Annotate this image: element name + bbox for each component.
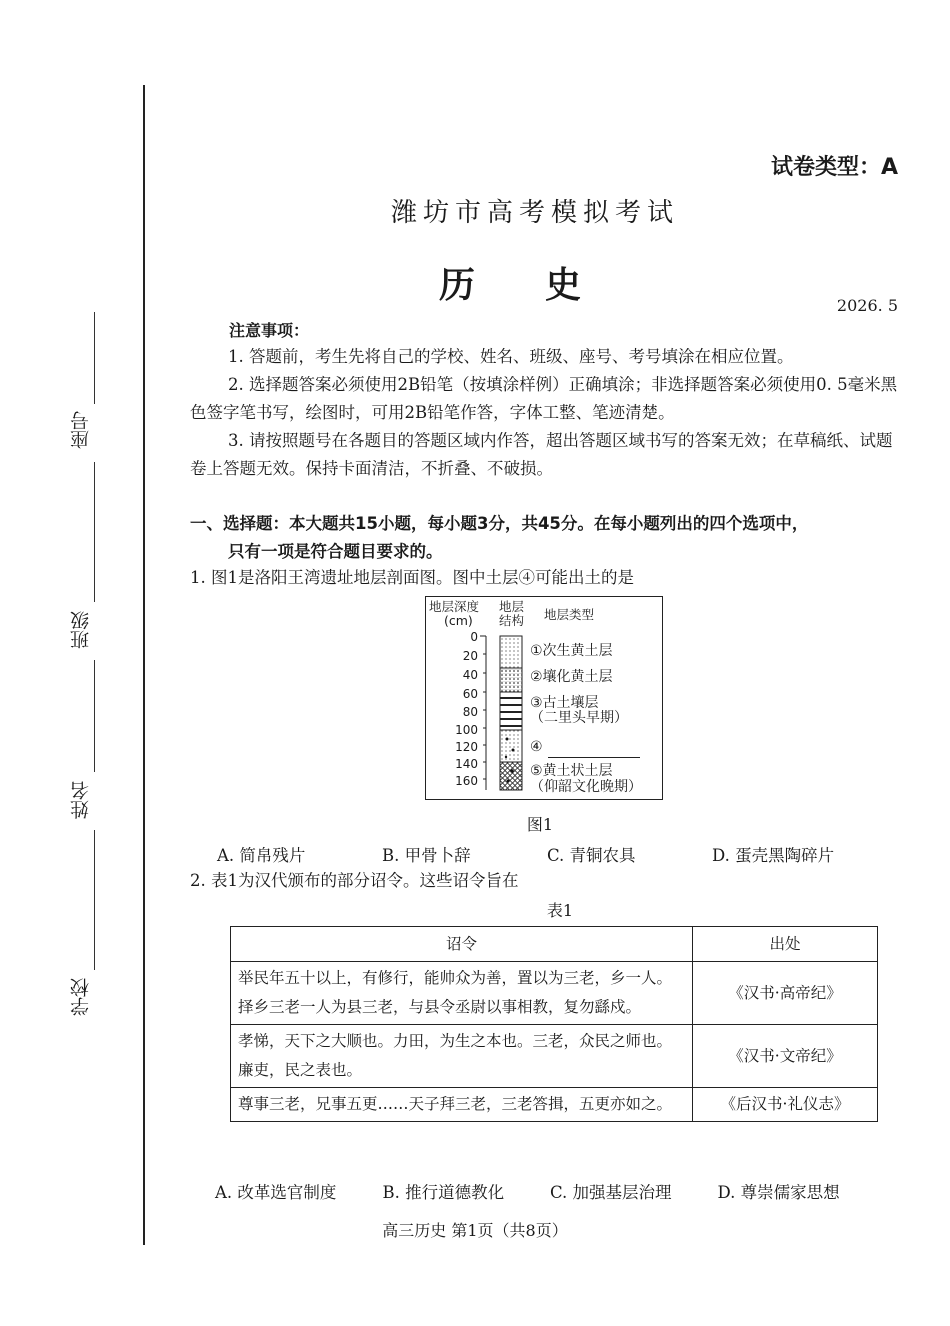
- q1-options: [217, 842, 877, 866]
- edict-source: 《汉书·高帝纪》: [693, 962, 878, 1025]
- table-row: [231, 962, 878, 1025]
- tick-label: 20: [462, 649, 478, 663]
- page-footer: 高三历史 第1页（共8页）: [382, 1221, 568, 1240]
- layer-1-label: ①次生黄土层: [530, 643, 613, 659]
- note-1: 1. 答题前，考生先将自己的学校、姓名、班级、座号、考号填涂在相应位置。: [228, 347, 794, 366]
- tick-label: 160: [455, 774, 478, 788]
- edict-text: 孝悌，天下之大顺也。力田，为生之本也。三老，众民之师也。廉吏，民之表也。: [231, 1025, 693, 1088]
- school-label: 学校: [70, 978, 92, 1016]
- tick-label: 60: [462, 687, 478, 701]
- notes-title: 注意事项：: [229, 321, 310, 340]
- header-source: 出处: [693, 927, 878, 962]
- section-heading-line1: 一、选择题：本大题共15小题，每小题3分，共45分。在每小题列出的四个选项中，: [190, 514, 809, 533]
- table-caption: 表1: [546, 901, 574, 920]
- fig-head-depth: 地层深度: [429, 599, 480, 614]
- layer-3-period: （二里头早期）: [530, 710, 628, 726]
- q2-stem: 2. 表1为汉代颁布的部分诏令。这些诏令旨在: [190, 871, 519, 890]
- school-blank: [94, 830, 95, 970]
- note-3: 3. 请按照题号在各题目的答题区域内作答，超出答题区域书写的答案无效；在草稿纸、试题卷上答题无效。保持卡面清洁，不折叠、不破损。: [190, 431, 893, 478]
- tick-label: 40: [462, 668, 478, 682]
- note-2: 2. 选择题答案必须使用2B铅笔（按填涂样例）正确填涂；非选择题答案必须使用0. 5毫米黑色签字笔书写，绘图时，可用2B铅笔作答，字体工整、笔迹清楚。: [190, 375, 898, 422]
- edict-source: 《后汉书·礼仪志》: [693, 1088, 878, 1122]
- q2-option-a: A. 改革选官制度: [215, 1183, 337, 1202]
- table-row: [231, 1025, 878, 1088]
- exam-title: 潍坊市高考模拟考试: [390, 198, 679, 228]
- layer-5-label: ⑤黄土状土层: [530, 763, 613, 779]
- edicts-table: [230, 926, 878, 1122]
- tick-label: 100: [455, 723, 478, 737]
- q2-option-d: D. 尊崇儒家思想: [717, 1183, 840, 1202]
- fig-head-struct-1: 地层: [499, 599, 525, 614]
- q1-option-b: B. 甲骨卜辞: [382, 846, 471, 865]
- class-blank: [94, 462, 95, 602]
- fig-head-struct-2: 结构: [499, 613, 525, 628]
- q1-option-c: C. 青铜农具: [547, 846, 636, 865]
- seat-label: 座号: [70, 411, 92, 449]
- stratigraphy-figure: [425, 596, 663, 800]
- tick-label: 80: [462, 705, 478, 719]
- section-heading-line2: 只有一项是符合题目要求的。: [228, 542, 443, 561]
- tick-label: 140: [455, 757, 478, 771]
- layer-5-period: （仰韶文化晚期）: [530, 779, 642, 795]
- tick-label: 0: [470, 630, 478, 644]
- figure-caption: 图1: [526, 815, 554, 834]
- class-label: 班级: [70, 611, 92, 649]
- strata-column: [480, 633, 530, 793]
- table-row: [231, 1088, 878, 1122]
- q2-option-c: C. 加强基层治理: [550, 1183, 672, 1202]
- q1-option-a: A. 简帛残片: [217, 846, 306, 865]
- q2-options: [215, 1179, 885, 1203]
- edict-text: 尊事三老，兄事五更……天子拜三老，三老答揖，五更亦如之。: [231, 1088, 693, 1122]
- fig-head-type: 地层类型: [544, 607, 595, 622]
- layer-4-label: ④: [530, 739, 543, 755]
- q2-option-b: B. 推行道德教化: [382, 1183, 505, 1202]
- q1-stem: 1. 图1是洛阳王湾遗址地层剖面图。图中土层④可能出土的是: [190, 568, 634, 587]
- table-header-row: [231, 927, 878, 962]
- seat-blank: [94, 312, 95, 404]
- name-label: 姓名: [70, 781, 92, 819]
- header-edict: 诏令: [231, 927, 693, 962]
- tick-label: 120: [455, 740, 478, 754]
- layer-2-label: ②壤化黄土层: [530, 669, 613, 685]
- edict-source: 《汉书·文帝纪》: [693, 1025, 878, 1088]
- exam-date: 2026. 5: [836, 296, 898, 315]
- name-blank: [94, 660, 95, 772]
- layer-3-label: ③古土壤层: [530, 695, 599, 711]
- subject-title: 历史: [438, 265, 651, 306]
- paper-type: 试卷类型：A: [770, 155, 898, 180]
- fig-head-unit: (cm): [444, 613, 473, 628]
- edict-text: 举民年五十以上，有修行，能帅众为善，置以为三老，乡一人。择乡三老一人为县三老，与县令丞尉以事相教，复勿繇戍。: [231, 962, 693, 1025]
- q1-option-d: D. 蛋壳黑陶碎片: [712, 846, 835, 865]
- layer-4-blank: [548, 757, 640, 758]
- section-heading: [190, 510, 900, 566]
